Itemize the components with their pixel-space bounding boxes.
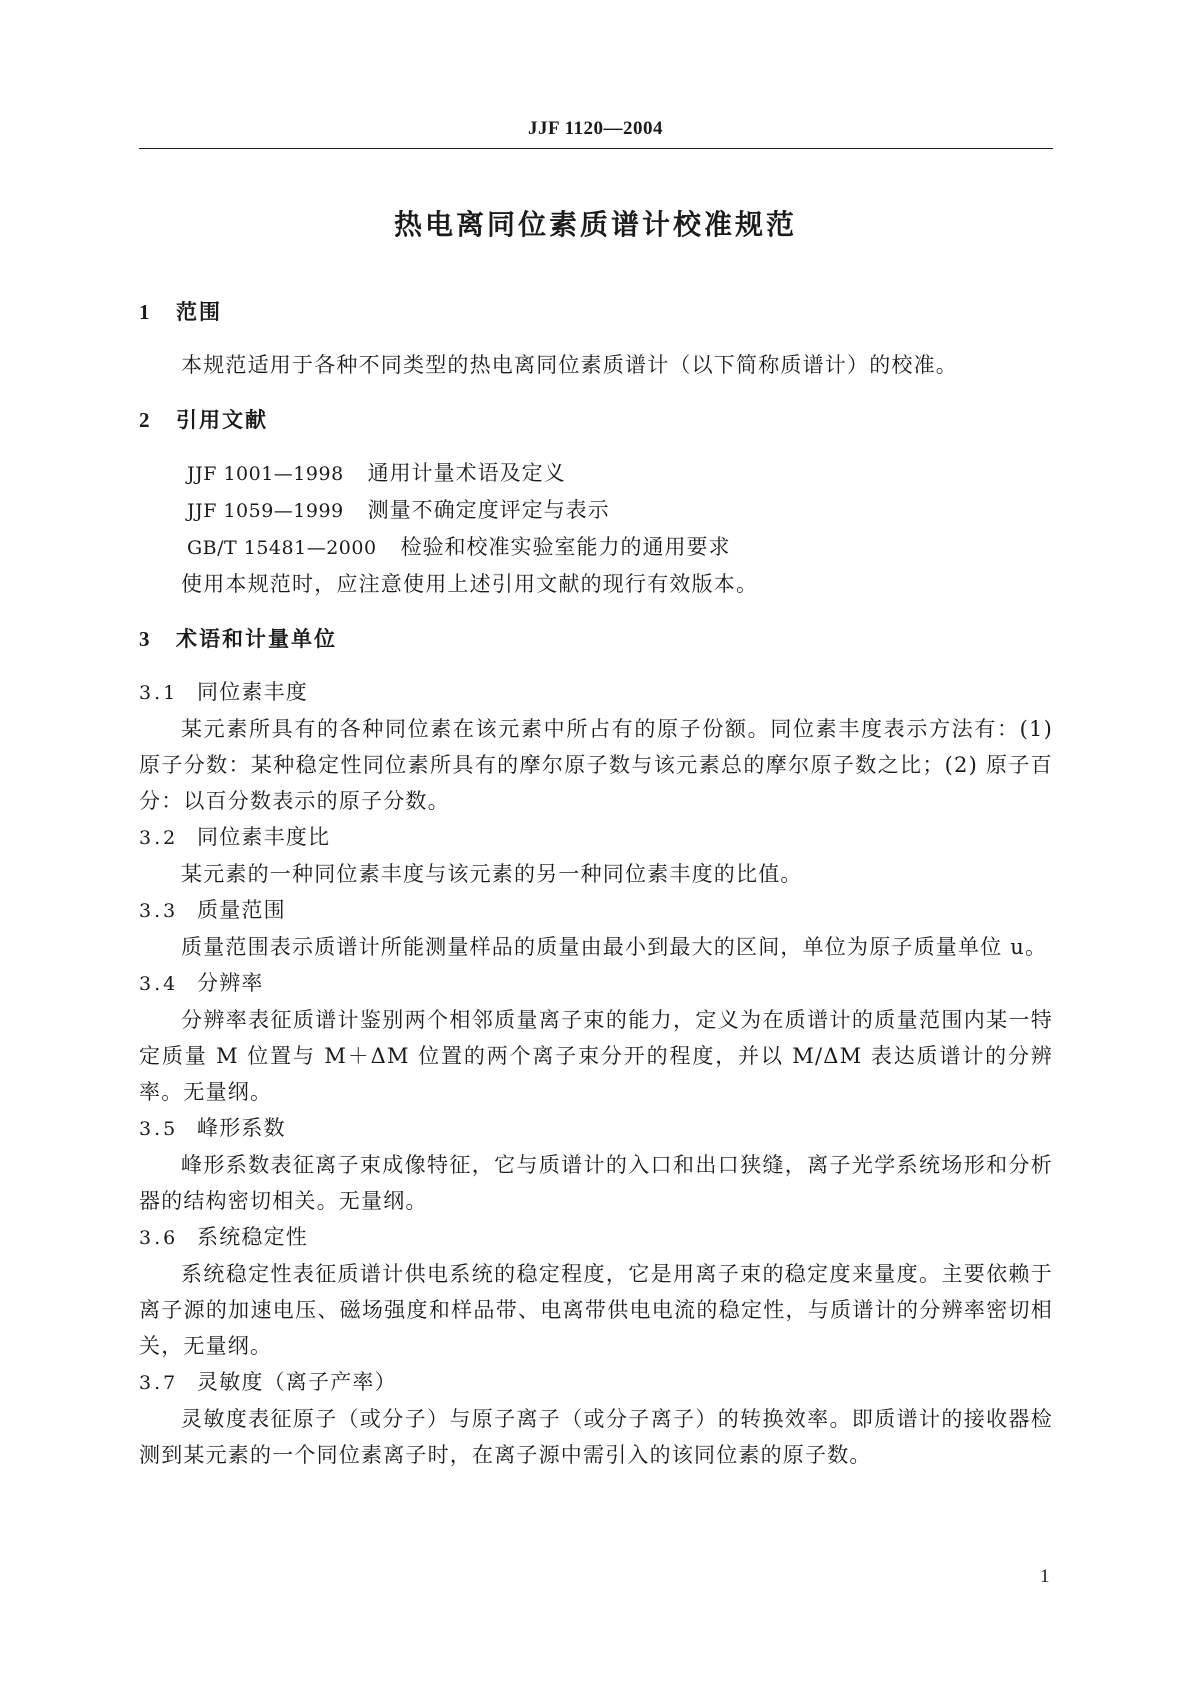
document-title: 热电离同位素质谱计校准规范 bbox=[393, 208, 797, 241]
subsection-paragraph: 某元素的一种同位素丰度与该元素的另一种同位素丰度的比值。 bbox=[181, 862, 803, 886]
subsection-heading bbox=[139, 674, 1053, 711]
reference-name: 通用计量术语及定义 bbox=[367, 461, 566, 485]
reference-item bbox=[139, 455, 1053, 492]
subsection-heading bbox=[139, 892, 1053, 929]
subsection-title: 同位素丰度比 bbox=[197, 825, 331, 849]
reference-code: GB/T 15481—2000 bbox=[187, 537, 377, 559]
section-title: 范围 bbox=[176, 300, 222, 324]
subsection-heading bbox=[139, 1110, 1053, 1147]
reference-item bbox=[139, 492, 1053, 529]
subsection-number: 3.7 bbox=[139, 1372, 179, 1394]
subsection-heading bbox=[139, 819, 1053, 856]
section-number: 3 bbox=[139, 627, 152, 651]
section-title: 术语和计量单位 bbox=[176, 627, 337, 651]
section-number: 1 bbox=[139, 300, 152, 324]
subsection-heading bbox=[139, 1219, 1053, 1256]
document-body bbox=[139, 295, 1053, 1473]
subsection-title: 质量范围 bbox=[197, 898, 286, 922]
reference-name: 测量不确定度评定与表示 bbox=[367, 498, 610, 522]
subsection-heading bbox=[139, 965, 1053, 1002]
subsection-title: 灵敏度（离子产率） bbox=[197, 1370, 397, 1394]
subsection-paragraph: 质量范围表示质谱计所能测量样品的质量由最小到最大的区间，单位为原子质量单位 u。 bbox=[181, 935, 1048, 959]
section-number: 2 bbox=[139, 408, 152, 432]
subsection-title: 峰形系数 bbox=[197, 1116, 286, 1140]
subsection-paragraph: 峰形系数表征离子束成像特征，它与质谱计的入口和出口狭缝，离子光学系统场形和分析器的结构密切相关。无量纲。 bbox=[139, 1153, 1053, 1213]
subsection-paragraph: 某元素所具有的各种同位素在该元素中所占有的原子份额。同位素丰度表示方法有：(1) 原子分数：某种稳定性同位素所具有的摩尔原子数与该元素总的摩尔原子数之比；(2) 原子百分：以百分数表示的原子分数。 bbox=[139, 717, 1053, 813]
subsection-number: 3.1 bbox=[139, 682, 179, 704]
subsection-number: 3.6 bbox=[139, 1227, 179, 1249]
header-divider bbox=[139, 148, 1053, 149]
subsection-title: 分辨率 bbox=[197, 971, 264, 995]
subsection-number: 3.4 bbox=[139, 973, 179, 995]
subsection-number: 3.2 bbox=[139, 827, 179, 849]
reference-code: JJF 1001—1998 bbox=[187, 463, 344, 485]
subsection-number: 3.5 bbox=[139, 1118, 179, 1140]
subsection-heading bbox=[139, 1364, 1053, 1401]
subsection-paragraph: 灵敏度表征原子（或分子）与原子离子（或分子离子）的转换效率。即质谱计的接收器检测到某元素的一个同位素离子时，在离子源中需引入的该同位素的原子数。 bbox=[139, 1407, 1053, 1467]
reference-note: 使用本规范时，应注意使用上述引用文献的现行有效版本。 bbox=[181, 572, 759, 596]
section-heading bbox=[139, 295, 1053, 329]
section-paragraph: 本规范适用于各种不同类型的热电离同位素质谱计（以下简称质谱计）的校准。 bbox=[181, 353, 958, 377]
subsection-paragraph: 系统稳定性表征质谱计供电系统的稳定程度，它是用离子束的稳定度来量度。主要依赖于离子源的加速电压、磁场强度和样品带、电离带供电电流的稳定性，与质谱计的分辨率密切相关，无量纲。 bbox=[139, 1262, 1053, 1358]
reference-name: 检验和校准实验室能力的通用要求 bbox=[400, 535, 731, 559]
reference-code: JJF 1059—1999 bbox=[187, 500, 344, 522]
standard-code: JJF 1120—2004 bbox=[527, 118, 664, 139]
section-heading bbox=[139, 403, 1053, 437]
subsection-paragraph: 分辨率表征质谱计鉴别两个相邻质量离子束的能力，定义为在质谱计的质量范围内某一特定质量 M 位置与 M＋ΔM 位置的两个离子束分开的程度，并以 M/ΔM 表达质谱计的分辨率。无量纲。 bbox=[139, 1008, 1053, 1104]
section-heading bbox=[139, 622, 1053, 656]
subsection-number: 3.3 bbox=[139, 900, 179, 922]
reference-item bbox=[139, 529, 1053, 566]
subsection-title: 同位素丰度 bbox=[197, 680, 308, 704]
page-number: 1 bbox=[1040, 1566, 1050, 1587]
section-title: 引用文献 bbox=[176, 408, 268, 432]
subsection-title: 系统稳定性 bbox=[197, 1225, 308, 1249]
